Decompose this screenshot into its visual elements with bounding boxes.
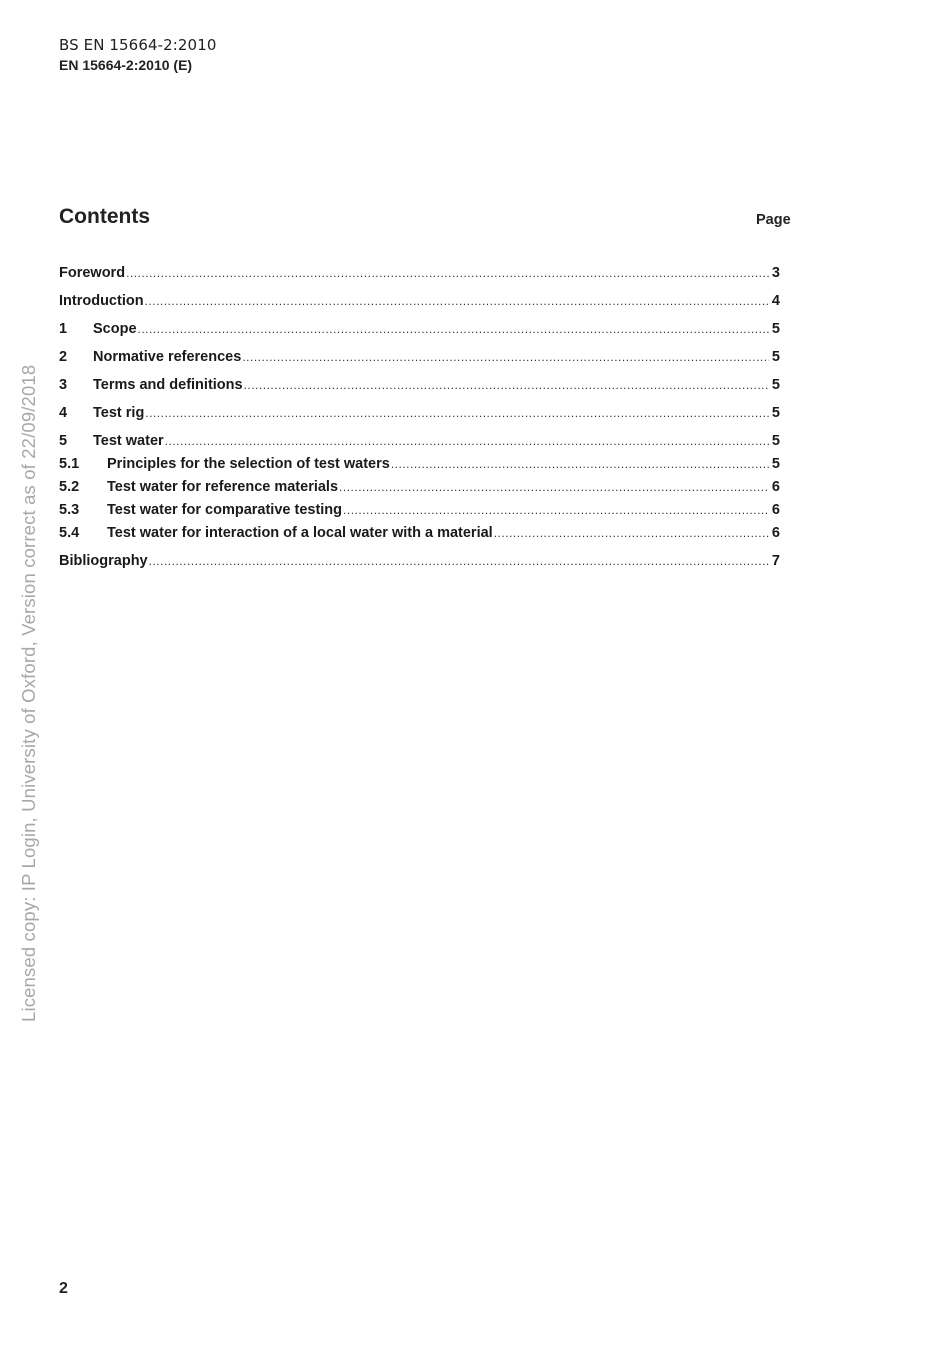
- toc-entry-page: 6: [771, 502, 780, 518]
- toc-leader-dots: [165, 434, 769, 448]
- toc-entry-page: 4: [771, 293, 780, 309]
- toc-entry-text: Scope: [93, 321, 137, 337]
- toc-entry-principles-selection-test-waters[interactable]: [59, 456, 780, 476]
- toc-entry-page: 7: [771, 553, 780, 569]
- toc-entry-test-rig[interactable]: [59, 405, 780, 425]
- toc-leader-dots: [145, 294, 769, 308]
- toc-entry-text: Test rig: [93, 405, 145, 421]
- toc-leader-dots: [339, 480, 769, 494]
- toc-entry-number: 5: [59, 433, 68, 449]
- toc-entry-number: 5.1: [59, 456, 80, 472]
- toc-entry-number: 5.4: [59, 525, 80, 541]
- toc-entry-page: 5: [771, 321, 780, 337]
- toc-entry-test-water-local-water-interaction[interactable]: [59, 525, 780, 545]
- toc-entry-text: Terms and definitions: [93, 377, 243, 393]
- toc-leader-dots: [138, 322, 769, 336]
- toc-entry-introduction[interactable]: [59, 293, 780, 313]
- toc-entry-test-water-comparative-testing[interactable]: [59, 502, 780, 522]
- toc-leader-dots: [391, 457, 769, 471]
- footer-page-number: 2: [59, 1280, 68, 1297]
- toc-entry-foreword[interactable]: [59, 265, 780, 285]
- toc-entry-text: Principles for the selection of test waters: [107, 456, 390, 472]
- document-header-standard-id: BS EN 15664-2:2010: [59, 36, 217, 54]
- toc-entry-page: 5: [771, 405, 780, 421]
- toc-leader-dots: [242, 350, 769, 364]
- toc-leader-dots: [244, 378, 769, 392]
- toc-leader-dots: [343, 503, 769, 517]
- toc-entry-page: 5: [771, 377, 780, 393]
- toc-leader-dots: [126, 266, 769, 280]
- toc-entry-page: 5: [771, 456, 780, 472]
- toc-leader-dots: [145, 406, 769, 420]
- toc-entry-text: Test water: [93, 433, 164, 449]
- toc-entry-number: 2: [59, 349, 68, 365]
- toc-entry-page: 6: [771, 525, 780, 541]
- toc-entry-number: 1: [59, 321, 68, 337]
- toc-leader-dots: [149, 554, 769, 568]
- toc-entry-terms-and-definitions[interactable]: [59, 377, 780, 397]
- toc-entry-number: 3: [59, 377, 68, 393]
- page-column-label: Page: [756, 212, 791, 228]
- toc-entry-page: 5: [771, 349, 780, 365]
- toc-entry-text: Bibliography: [59, 553, 148, 569]
- toc-entry-test-water-reference-materials[interactable]: [59, 479, 780, 499]
- toc-entry-text: Test water for comparative testing: [107, 502, 343, 518]
- toc-entry-page: 6: [771, 479, 780, 495]
- toc-entry-normative-references[interactable]: [59, 349, 780, 369]
- toc-entry-bibliography[interactable]: [59, 553, 780, 573]
- toc-leader-dots: [494, 526, 769, 540]
- toc-entry-text: Test water for reference materials: [107, 479, 339, 495]
- toc-entry-scope[interactable]: [59, 321, 780, 341]
- toc-entry-number: 5.2: [59, 479, 80, 495]
- toc-entry-text: Foreword: [59, 265, 126, 281]
- license-watermark: Licensed copy: IP Login, University of Oxford, Version correct as of 22/09/2018: [18, 364, 39, 1022]
- contents-title: Contents: [59, 205, 150, 228]
- document-header-standard-edition: EN 15664-2:2010 (E): [59, 57, 193, 73]
- toc-entry-page: 5: [771, 433, 780, 449]
- toc-entry-text: Test water for interaction of a local water with a material: [107, 525, 493, 541]
- toc-entry-text: Normative references: [93, 349, 242, 365]
- toc-entry-test-water[interactable]: [59, 433, 780, 453]
- toc-entry-text: Introduction: [59, 293, 144, 309]
- toc-entry-number: 4: [59, 405, 68, 421]
- toc-entry-page: 3: [771, 265, 780, 281]
- toc-entry-number: 5.3: [59, 502, 80, 518]
